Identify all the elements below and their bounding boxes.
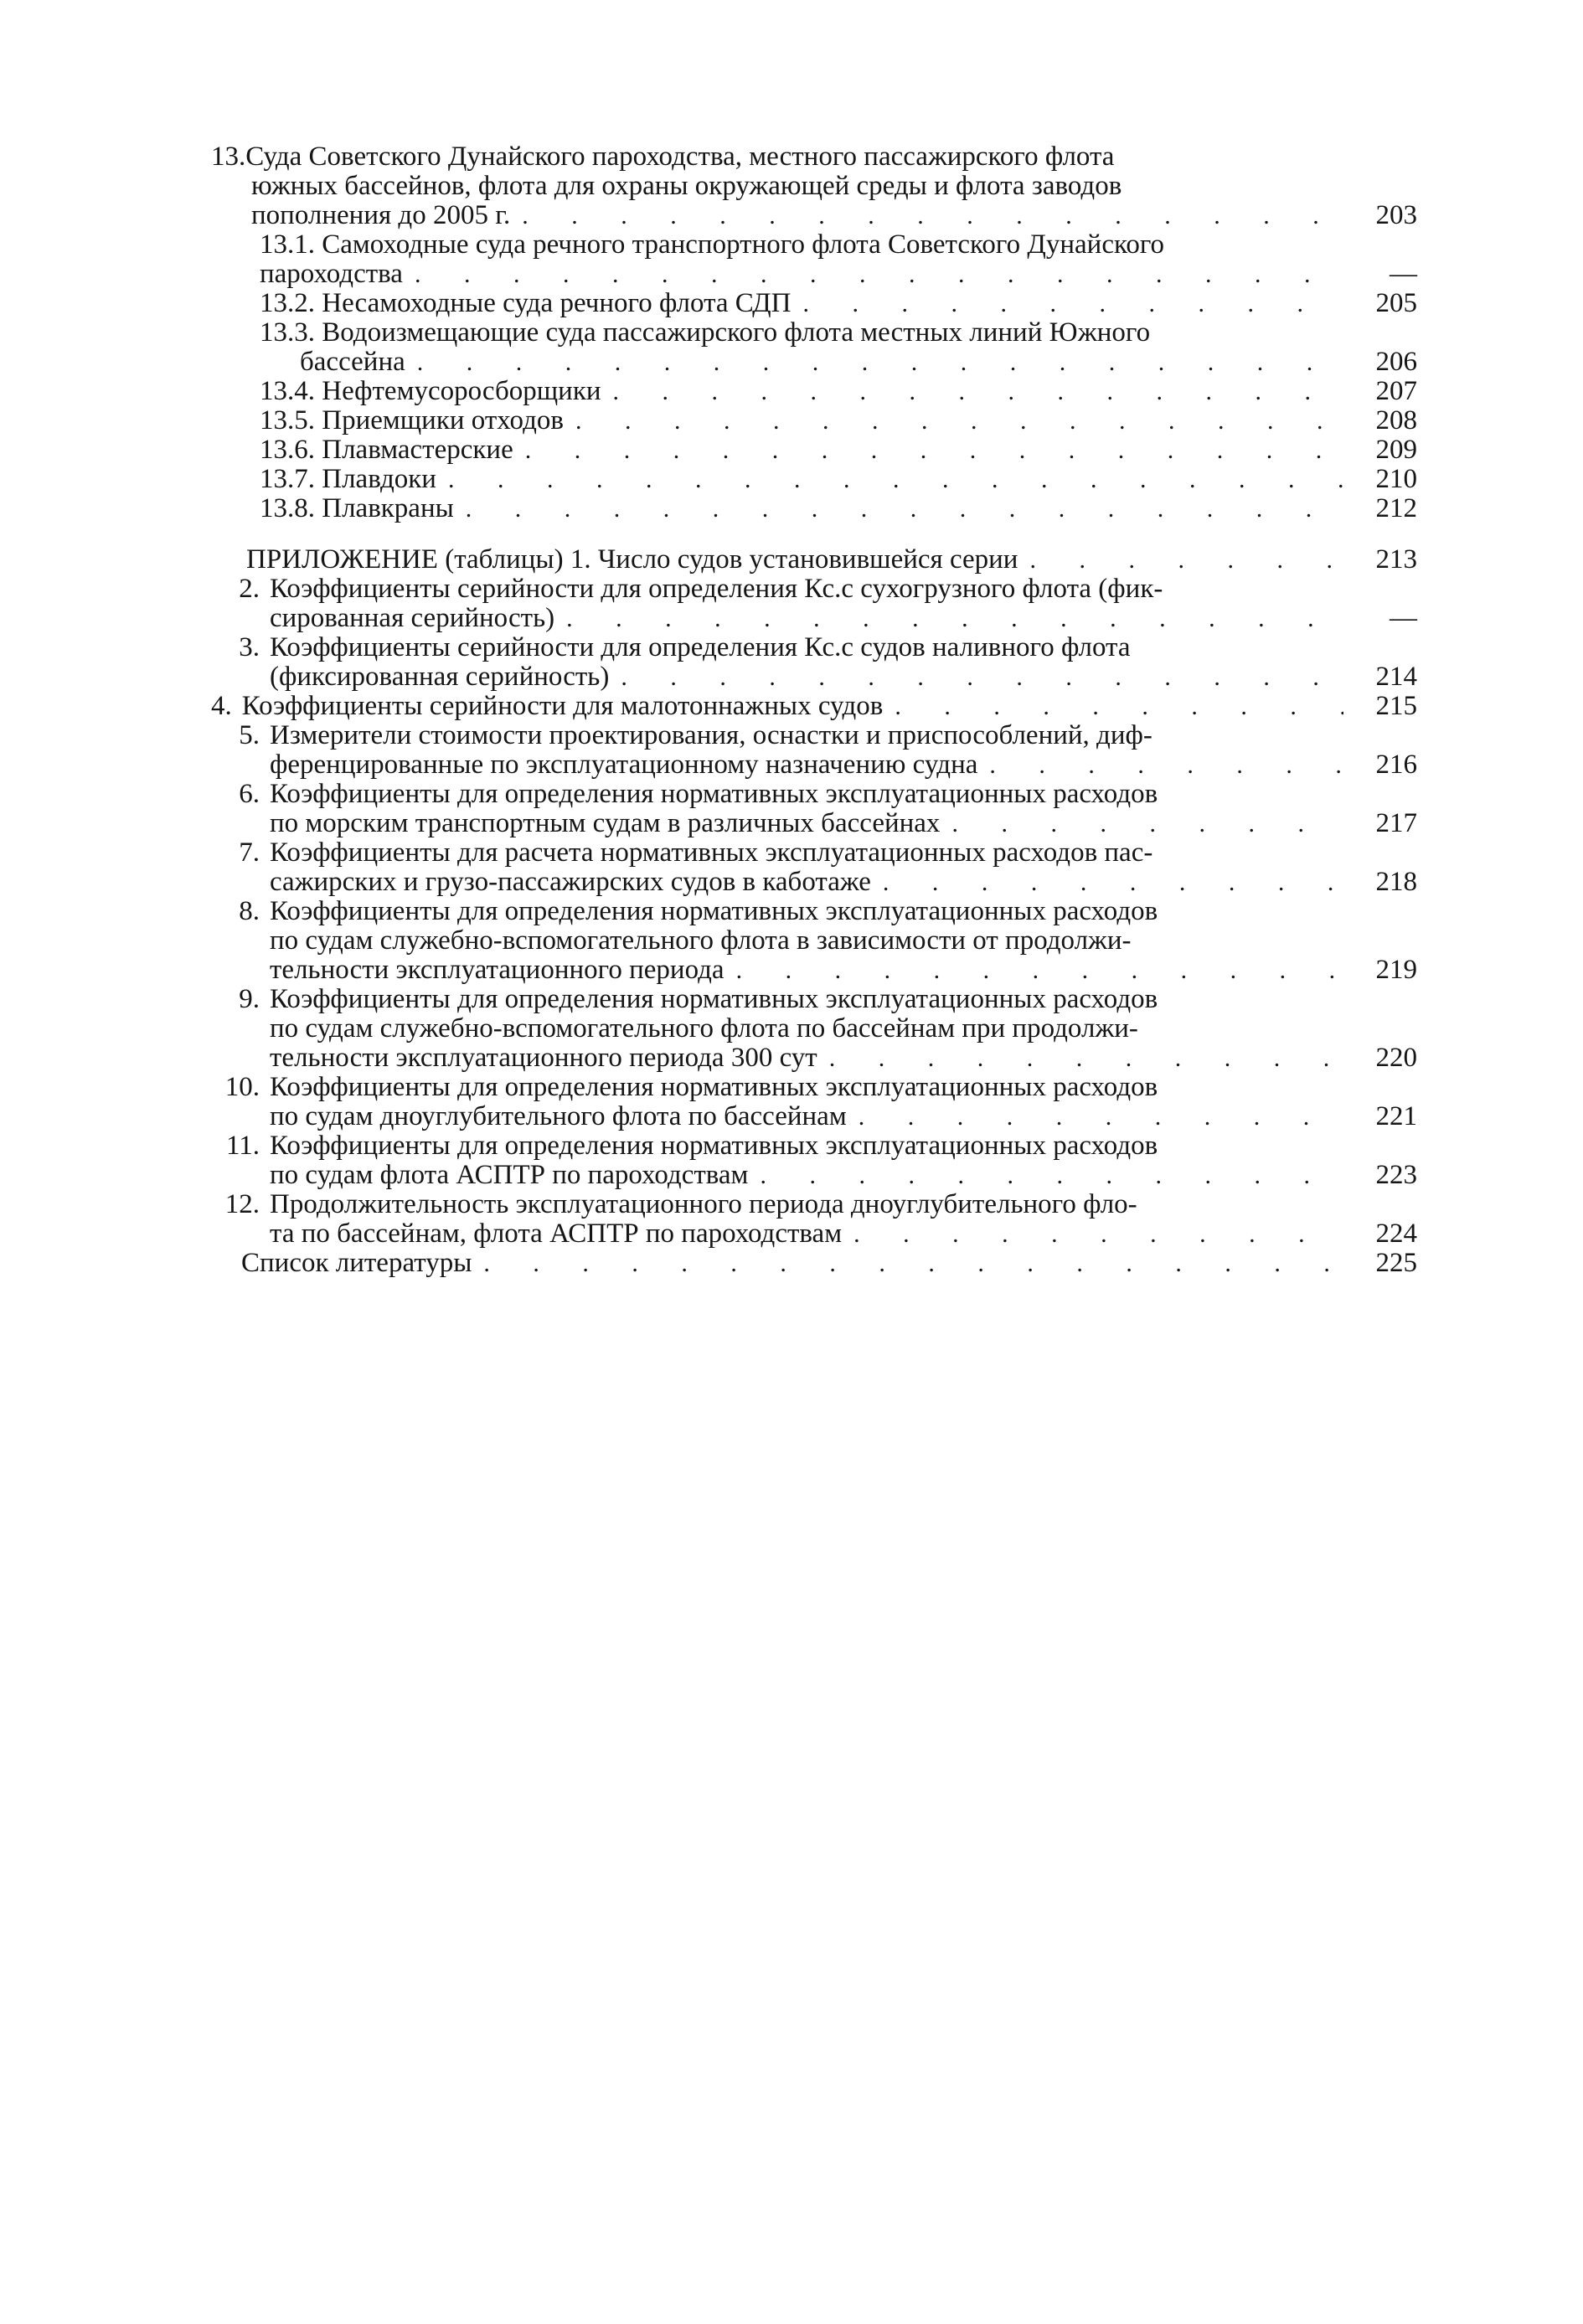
toc-page-number: 223 [1375,1160,1417,1190]
toc-page-number: 216 [1375,750,1417,780]
toc-entry-number: 3. [239,632,260,662]
toc-page-number: 210 [1375,464,1417,494]
toc-line [260,348,1417,377]
table-of-contents [211,142,1417,1278]
toc-entry-text: .Суда Советского Дунайского пароходства, местного пассажирского флота [239,142,1115,172]
toc-entry-text: сированная серийность) [270,603,555,633]
toc-page-number: 221 [1375,1101,1417,1131]
toc-entry-text: Коэффициенты для определения нормативных эксплуатационных расходов [270,1131,1158,1161]
toc-entry-appendix [211,545,1417,575]
toc-entry-text: 13.8. Плавкраны [260,493,454,523]
toc-entry-number: 10. [224,1072,260,1102]
dot-leader [736,956,1343,985]
dot-leader [575,406,1343,435]
dot-leader [895,692,1343,721]
toc-line [211,575,1417,604]
toc-line [211,750,1417,780]
toc-page-number: — [1390,259,1417,289]
toc-entry-text: 13.1. Самоходные суда речного транспортного флота Советского Дунайского [260,229,1165,260]
toc-line [211,721,1417,750]
toc-line [260,494,1417,523]
dot-leader [415,260,1343,289]
toc-entry-number: 9. [239,984,260,1014]
toc-page-number: 209 [1375,435,1417,465]
toc-entry-text: 13.6. Плавмастерские [260,435,513,465]
toc-line [211,633,1417,662]
toc-line [211,604,1417,633]
toc-entry-text: Коэффициенты для определения нормативных эксплуатационных расходов [270,984,1158,1014]
toc-page-number: 220 [1375,1043,1417,1073]
toc-entry-13-1 [211,230,1417,289]
toc-line [211,1102,1417,1131]
toc-line [260,230,1417,260]
toc-line [260,260,1417,289]
toc-entry-13-8 [211,494,1417,523]
toc-entry-text: по судам служебно-вспомогательного флота в зависимости от продолжи- [270,925,1132,956]
dot-leader [621,662,1343,692]
toc-entry-number: 11. [225,1131,260,1161]
toc-line [211,809,1417,838]
toc-line [211,1161,1417,1190]
dot-leader [522,201,1343,230]
dot-leader [989,750,1343,780]
toc-line [211,1131,1417,1161]
toc-entry-13-3 [211,318,1417,377]
toc-entry-text: по судам дноуглубительного флота по бассейнам [270,1101,847,1131]
toc-entry-table-10 [211,1073,1417,1131]
toc-page-number: 213 [1375,544,1417,575]
toc-entry-number: 4. [211,691,232,721]
toc-entry-text: Коэффициенты серийности для определения Кс.с сухогрузного флота (фик- [270,574,1163,604]
toc-entry-text: сажирских и грузо-пассажирских судов в каботаже [270,867,871,897]
toc-entry-table-7 [211,838,1417,897]
toc-entry-number: 8. [239,896,260,926]
toc-entry-13-7 [211,465,1417,494]
toc-entry-text: Коэффициенты серийности для малотоннажных судов [241,691,884,721]
toc-entry-section-13 [211,142,1417,230]
toc-line [241,1249,1417,1278]
toc-line [211,926,1417,956]
dot-leader [448,465,1343,494]
toc-entry-text: Коэффициенты серийности для определения Кс.с судов наливного флота [270,632,1131,662]
toc-line [260,406,1417,435]
toc-line [211,868,1417,897]
dot-leader [466,494,1343,523]
toc-line [211,172,1417,201]
toc-page-number: 215 [1375,691,1417,721]
toc-line [211,985,1417,1014]
toc-page-number: 208 [1375,405,1417,435]
toc-entry-text: Коэффициенты для определения нормативных эксплуатационных расходов [270,896,1158,926]
dot-leader [613,377,1343,406]
toc-entry-13-2 [211,289,1417,318]
toc-entry-text: 13.4. Нефтемусоросборщики [260,376,601,406]
toc-entry-text: по судам флота АСПТР по пароходствам [270,1160,749,1190]
toc-line [211,897,1417,926]
toc-entry-text: ференцированные по эксплуатационному назначению судна [270,750,978,780]
toc-entry-table-11 [211,1131,1417,1190]
toc-line [246,545,1417,575]
dot-leader [803,289,1343,318]
toc-entry-table-9 [211,985,1417,1073]
dot-leader [951,809,1343,838]
toc-entry-text: (фиксированная серийность) [270,662,610,692]
toc-entry-13-6 [211,435,1417,465]
dot-leader [853,1219,1343,1249]
toc-entry-text: Список литературы [241,1248,472,1278]
toc-entry-text: ПРИЛОЖЕНИЕ (таблицы) 1. Число судов установившейся серии [246,544,1018,575]
toc-entry-text: по судам служебно-вспомогательного флота по бассейнам при продолжи- [270,1013,1138,1043]
dot-leader [417,348,1343,377]
dot-leader [1029,545,1343,575]
toc-entry-text: бассейна [300,347,405,377]
toc-entry-text: 13.3. Водоизмещающие суда пассажирского флота местных линий Южного [260,317,1151,348]
toc-line [211,956,1417,985]
dot-leader [483,1249,1343,1278]
toc-entry-text: 13.5. Приемщики отходов [260,405,564,435]
toc-page-number: 219 [1375,955,1417,985]
toc-page-number: 225 [1375,1248,1417,1278]
dot-leader [883,868,1343,897]
toc-line [211,1190,1417,1219]
toc-entry-table-4 [211,692,1417,721]
toc-line [211,201,1417,230]
dot-leader [566,604,1343,633]
toc-entry-number: 7. [239,837,260,868]
toc-entry-table-6 [211,780,1417,838]
toc-entry-table-3 [211,633,1417,692]
toc-entry-text: южных бассейнов, флота для охраны окружающей среды и флота заводов [251,171,1122,201]
toc-line [260,289,1417,318]
toc-page-number: 205 [1375,288,1417,318]
toc-line [260,465,1417,494]
toc-page-number: 214 [1375,662,1417,692]
toc-page-number: 206 [1375,347,1417,377]
toc-entry-number: 6. [239,779,260,809]
toc-entry-text: тельности эксплуатационного периода [270,955,724,985]
dot-leader [829,1043,1343,1073]
toc-entry-text: Коэффициенты для определения нормативных эксплуатационных расходов [270,779,1158,809]
toc-entry-text: 13.7. Плавдоки [260,464,436,494]
dot-leader [525,435,1343,465]
toc-entry-text: 13.2. Несамоходные суда речного флота СДП [260,288,792,318]
toc-entry-text: Коэффициенты для расчета нормативных эксплуатационных расходов пас- [270,837,1153,868]
toc-entry-text: та по бассейнам, флота АСПТР по пароходствам [270,1219,843,1249]
toc-entry-text: Коэффициенты для определения нормативных эксплуатационных расходов [270,1072,1158,1102]
toc-line [211,838,1417,868]
toc-entry-number: 5. [239,720,260,750]
toc-entry-text: пароходства [260,259,403,289]
dot-leader [859,1102,1343,1131]
toc-page-number: 207 [1375,376,1417,406]
toc-entry-text: пополнения до 2005 г. [251,200,511,230]
toc-line [211,1043,1417,1073]
toc-entry-number: 2. [239,574,260,604]
toc-line [211,142,1417,172]
toc-line [211,780,1417,809]
toc-entry-number: 12. [224,1189,260,1219]
toc-page-number: — [1390,603,1417,633]
toc-entry-text: Измерители стоимости проектирования, оснастки и приспособлений, диф- [270,720,1152,750]
toc-entry-table-2 [211,575,1417,633]
toc-line [211,1219,1417,1249]
toc-entry-13-5 [211,406,1417,435]
toc-page-number: 218 [1375,867,1417,897]
toc-page-number: 217 [1375,808,1417,838]
toc-entry-text: по морским транспортным судам в различных бассейнах [270,808,941,838]
toc-line [211,692,1417,721]
toc-line [211,662,1417,692]
toc-entry-table-5 [211,721,1417,780]
toc-page-number: 203 [1375,200,1417,230]
toc-line [211,1073,1417,1102]
toc-entry-table-12 [211,1190,1417,1249]
toc-line [260,318,1417,348]
toc-entry-13-4 [211,377,1417,406]
toc-line [260,435,1417,465]
toc-entry-text: Продолжительность эксплуатационного периода дноуглубительного фло- [270,1189,1137,1219]
toc-entry-text: тельности эксплуатационного периода 300 сут [270,1043,817,1073]
toc-line [260,377,1417,406]
toc-page-number: 224 [1375,1219,1417,1249]
toc-entry-table-8 [211,897,1417,985]
dot-leader [760,1161,1343,1190]
toc-entry-number: 13 [211,142,239,172]
toc-line [211,1014,1417,1043]
toc-entry-references [211,1249,1417,1278]
toc-page-number: 212 [1375,493,1417,523]
